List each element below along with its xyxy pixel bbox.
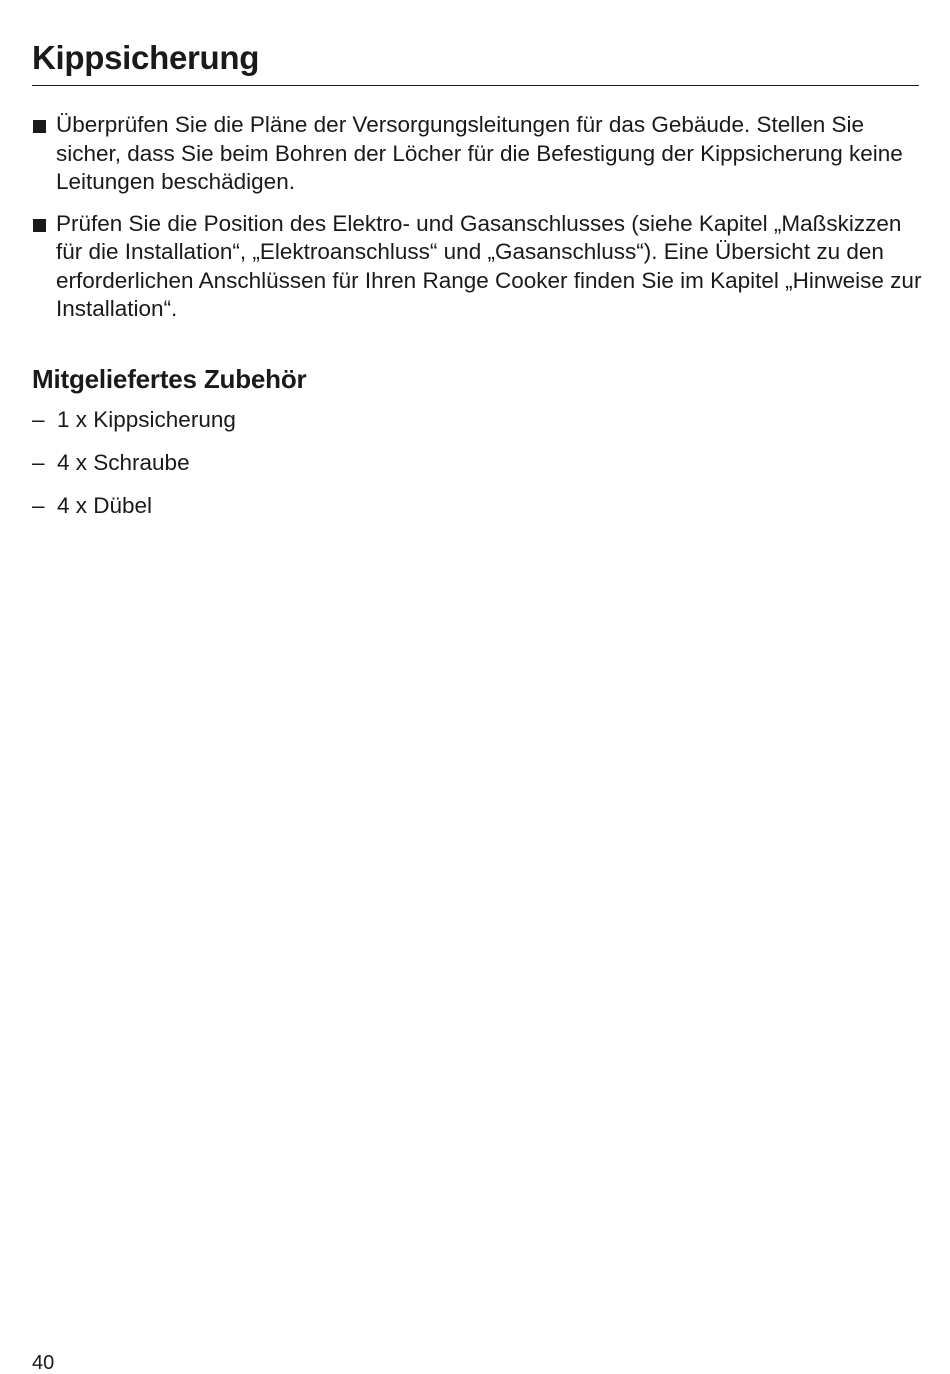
instruction-text: Prüfen Sie die Position des Elektro- und Gasanschlusses (siehe Kapitel „Maßskizzen für die Installation“, „Elektroanschluss“ und „Gasanschluss“). Eine Übersicht zu den erforderlichen Anschlüssen für Ihren Range Cooker finden Sie im Kapitel „Hinweise zur Installation“.	[56, 210, 922, 321]
page-number: 40	[32, 1352, 55, 1374]
list-item	[32, 405, 236, 435]
square-bullet-icon	[33, 120, 46, 133]
accessory-text: 4 x Schraube	[57, 450, 190, 475]
instruction-item	[32, 210, 922, 324]
list-item	[32, 491, 236, 521]
accessories-heading: Mitgeliefertes Zubehör	[32, 364, 307, 394]
accessory-text: 4 x Dübel	[57, 493, 153, 518]
square-bullet-icon	[33, 219, 46, 232]
accessories-list	[32, 405, 236, 534]
dash-bullet: –	[32, 493, 45, 518]
title-divider	[32, 85, 919, 86]
dash-bullet: –	[32, 407, 45, 432]
instruction-list	[32, 111, 922, 337]
accessory-text: 1 x Kippsicherung	[57, 407, 236, 432]
page-title: Kippsicherung	[32, 39, 260, 76]
instruction-text: Überprüfen Sie die Pläne der Versorgungsleitungen für das Gebäude. Stellen Sie sicher, dass Sie beim Bohren der Löcher für die Befestigung der Kippsicherung keine Leitungen beschädigen.	[56, 112, 903, 194]
instruction-item	[32, 111, 922, 197]
dash-bullet: –	[32, 450, 45, 475]
list-item	[32, 448, 236, 478]
